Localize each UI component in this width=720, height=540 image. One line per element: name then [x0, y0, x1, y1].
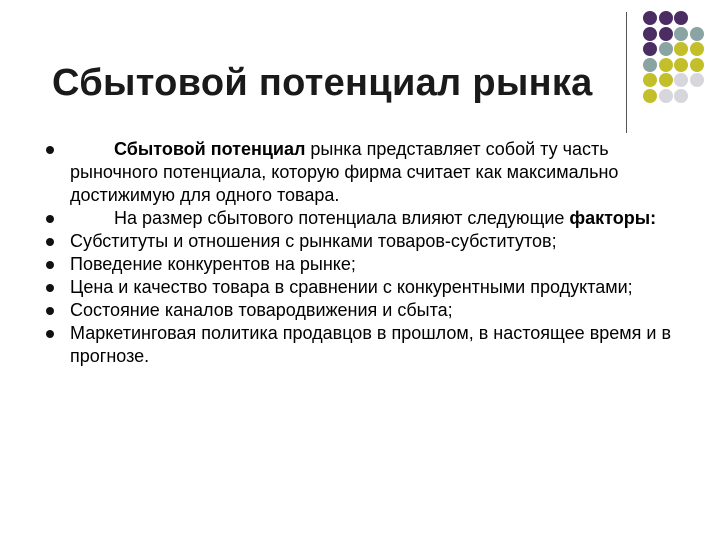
decor-dot-icon: [643, 73, 657, 87]
bullet-dot-icon: [46, 146, 54, 154]
bullet-item: [40, 207, 680, 230]
decor-dot-icon: [659, 73, 673, 87]
decor-dot-icon: [674, 42, 688, 56]
bullet-text: Субституты и отношения с рынками товаров-субститутов;: [70, 231, 557, 251]
bullet-dot-icon: [46, 261, 54, 269]
bullet-text: Цена и качество товара в сравнении с конкурентными продуктами;: [70, 277, 633, 297]
bullet-dot-icon: [46, 330, 54, 338]
decor-dot-icon: [659, 11, 673, 25]
bullet-item: [40, 299, 680, 322]
decor-dot-icon: [674, 58, 688, 72]
decor-dot-icon: [659, 89, 673, 103]
decor-dot-icon: [674, 89, 688, 103]
decor-dot-icon: [690, 58, 704, 72]
bullet-dot-icon: [46, 238, 54, 246]
decor-dot-icon: [643, 42, 657, 56]
decor-dot-icon: [643, 11, 657, 25]
decor-dot-icon: [659, 27, 673, 41]
decor-dot-icon: [659, 42, 673, 56]
slide-title: Сбытовой потенциал рынка: [52, 62, 593, 104]
bullet-item: [40, 253, 680, 276]
bullet-item: [40, 322, 680, 368]
decor-dot-icon: [643, 89, 657, 103]
decor-dot-icon: [674, 73, 688, 87]
decor-dot-icon: [690, 42, 704, 56]
bullet-text: рынка представляет собой ту часть рыночного потенциала, которую фирма считает как максимально достижимую для одного товара.: [70, 139, 619, 205]
decorative-dot-grid: [0, 0, 720, 140]
decor-dot-icon: [690, 27, 704, 41]
decor-dot-icon: [659, 58, 673, 72]
bullet-item: [40, 276, 680, 299]
bullet-item: [40, 138, 680, 207]
decor-dot-icon: [690, 73, 704, 87]
bullet-bold-term: факторы:: [569, 208, 657, 228]
bullet-list: [40, 138, 680, 368]
bullet-dot-icon: [46, 284, 54, 292]
bullet-bold-term: Сбытовой потенциал: [114, 139, 306, 159]
bullet-dot-icon: [46, 215, 54, 223]
bullet-item: [40, 230, 680, 253]
decor-dot-icon: [643, 58, 657, 72]
bullet-text: Маркетинговая политика продавцов в прошлом, в настоящее время и в прогнозе.: [70, 323, 672, 366]
bullet-text: Поведение конкурентов на рынке;: [70, 254, 356, 274]
bullet-text: На размер сбытового потенциала влияют следующие: [114, 208, 570, 228]
bullet-dot-icon: [46, 307, 54, 315]
decor-dot-icon: [674, 11, 688, 25]
decor-dot-icon: [674, 27, 688, 41]
bullet-text: Состояние каналов товародвижения и сбыта;: [70, 300, 453, 320]
decor-dot-icon: [643, 27, 657, 41]
